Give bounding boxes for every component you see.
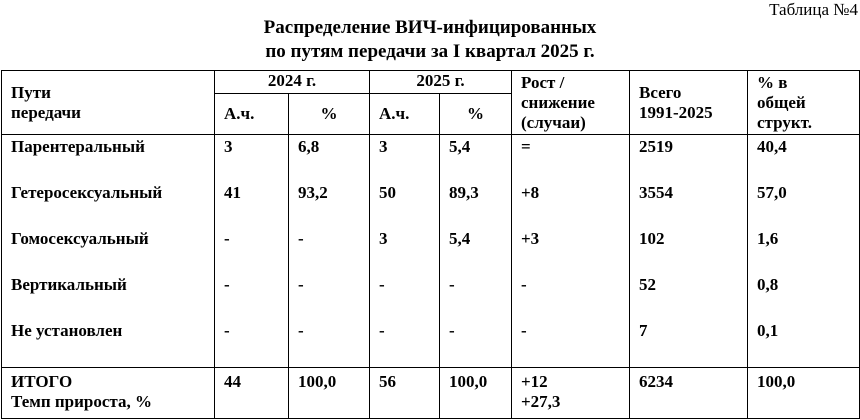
total-label: ИТОГО	[11, 372, 73, 391]
total-abs-2025: 56	[370, 368, 440, 419]
row-growth: -	[512, 321, 630, 368]
row-name: Не установлен	[2, 321, 215, 368]
row-abs-2024: -	[215, 275, 289, 321]
header-share-line-3: структ.	[757, 113, 812, 132]
table-row	[2, 275, 860, 321]
row-share: 0,8	[748, 275, 860, 321]
row-name: Парентеральный	[2, 135, 215, 184]
total-pct-2024: 100,0	[289, 368, 370, 419]
row-total: 102	[630, 229, 748, 275]
header-growth	[512, 71, 630, 135]
row-pct-2024: 93,2	[289, 183, 370, 229]
total-growth	[512, 368, 630, 419]
row-share: 0,1	[748, 321, 860, 368]
row-total: 2519	[630, 135, 748, 184]
row-total: 7	[630, 321, 748, 368]
header-total-line-2: 1991-2025	[639, 102, 713, 122]
header-paths-line-1: Пути	[11, 82, 51, 102]
table-number-label: Таблица №4	[769, 0, 858, 19]
row-pct-2025: -	[440, 321, 512, 368]
header-total-1991-2025	[630, 71, 748, 135]
growth-rate-label: Темп прироста, %	[11, 392, 152, 411]
row-pct-2025: 5,4	[440, 229, 512, 275]
row-pct-2024: -	[289, 275, 370, 321]
row-pct-2024: 6,8	[289, 135, 370, 184]
total-total: 6234	[630, 368, 748, 419]
row-pct-2024: -	[289, 229, 370, 275]
header-year-2025: 2025 г.	[370, 71, 512, 94]
total-growth-rate: +27,3	[521, 392, 561, 411]
header-growth-line-1: Рост /	[521, 73, 565, 92]
table-row	[2, 321, 860, 368]
total-abs-2024: 44	[215, 368, 289, 419]
total-pct-2025: 100,0	[440, 368, 512, 419]
row-share: 1,6	[748, 229, 860, 275]
row-abs-2024: -	[215, 229, 289, 275]
hiv-transmission-table	[1, 70, 860, 419]
row-name: Гомосексуальный	[2, 229, 215, 275]
table-row	[2, 135, 860, 184]
row-pct-2025: 89,3	[440, 183, 512, 229]
total-share: 100,0	[748, 368, 860, 419]
row-abs-2024: 41	[215, 183, 289, 229]
row-pct-2025: -	[440, 275, 512, 321]
row-growth: -	[512, 275, 630, 321]
header-row-top	[2, 71, 860, 94]
header-pct-2024: %	[289, 94, 370, 135]
row-abs-2025: -	[370, 275, 440, 321]
header-total-line-1: Всего	[639, 82, 682, 102]
row-share: 57,0	[748, 183, 860, 229]
header-pct-2025: %	[440, 94, 512, 135]
header-abs-2024: А.ч.	[215, 94, 289, 135]
row-abs-2025: 3	[370, 135, 440, 184]
row-growth: +3	[512, 229, 630, 275]
row-growth: =	[512, 135, 630, 184]
header-year-2024: 2024 г.	[215, 71, 370, 94]
header-abs-2025: А.ч.	[370, 94, 440, 135]
header-growth-line-2: снижение	[521, 93, 595, 112]
table-row	[2, 183, 860, 229]
row-abs-2025: 50	[370, 183, 440, 229]
row-abs-2024: 3	[215, 135, 289, 184]
row-share: 40,4	[748, 135, 860, 184]
row-name: Гетеросексуальный	[2, 183, 215, 229]
row-name: Вертикальный	[2, 275, 215, 321]
row-pct-2025: 5,4	[440, 135, 512, 184]
row-total: 3554	[630, 183, 748, 229]
total-name	[2, 368, 215, 419]
row-total: 52	[630, 275, 748, 321]
row-abs-2025: -	[370, 321, 440, 368]
table-title-line-1: Распределение ВИЧ-инфицированных	[263, 17, 597, 38]
total-row	[2, 368, 860, 419]
row-abs-2024: -	[215, 321, 289, 368]
header-share	[748, 71, 860, 135]
header-paths-line-2: передачи	[11, 102, 81, 122]
table-row	[2, 229, 860, 275]
table-title-line-2: по путям передачи за I квартал 2025 г.	[265, 41, 595, 62]
row-growth: +8	[512, 183, 630, 229]
header-growth-line-3: (случаи)	[521, 113, 586, 132]
row-pct-2024: -	[289, 321, 370, 368]
header-share-line-1: % в	[757, 73, 788, 92]
header-transmission-paths	[2, 71, 215, 135]
row-abs-2025: 3	[370, 229, 440, 275]
total-growth-cases: +12	[521, 372, 548, 391]
header-share-line-2: общей	[757, 93, 806, 112]
